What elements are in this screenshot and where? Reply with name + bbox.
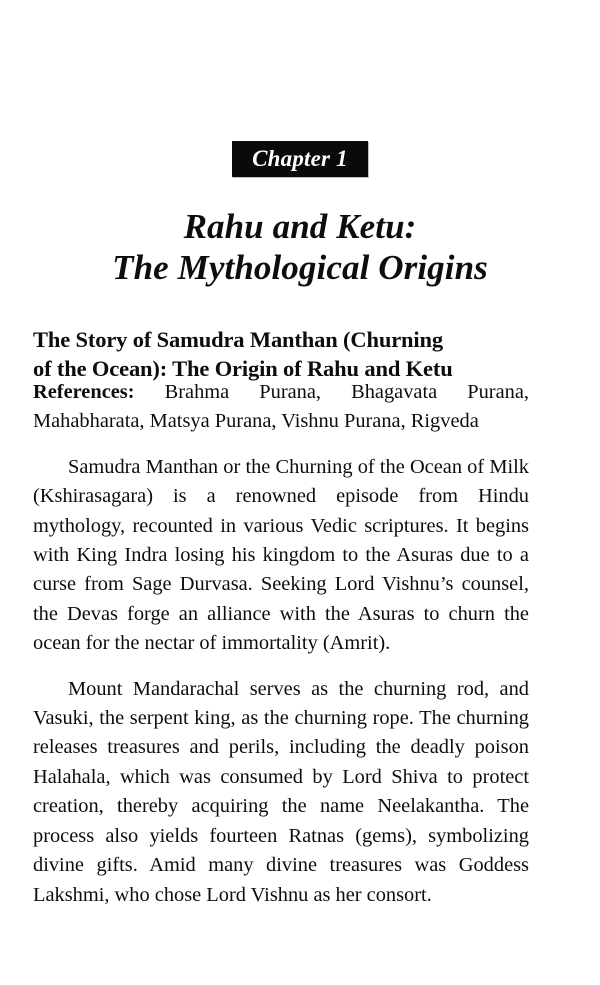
chapter-title-line-2: The Mythological Origins	[112, 248, 488, 288]
references-paragraph	[33, 378, 529, 437]
body-paragraph-1: Samudra Manthan or the Churning of the Ocean of Milk (Kshirasagara) is a renowned episode from Hindu mythology, recounted in various Vedic scriptures. It begins with King Indra losing his kingdom to the Asuras due to a curse from Sage Durvasa. Seeking Lord Vishnu’s counsel, the Devas forge an alliance with the Asuras to churn the ocean for the nectar of immortality (Amrit).	[33, 455, 529, 655]
body-paragraph-2: Mount Mandarachal serves as the churning rod, and Vasuki, the serpent king, as the churning rope. The churning releases treasures and perils, including the deadly poison Halahala, which was consumed by Lord Shiva to protect creation, thereby acquiring the name Neelakantha. The process also yields fourteen Ratnas (gems), symbolizing divine gifts. Amid many divine treasures was Goddess Lakshmi, who chose Lord Vishnu as her consort.	[33, 677, 529, 906]
chapter-number-badge: Chapter 1	[232, 141, 368, 177]
chapter-badge-container	[0, 141, 600, 177]
section-heading-line-1: The Story of Samudra Manthan (Churning	[33, 326, 443, 352]
section-heading	[33, 325, 530, 383]
references-label: References:	[33, 381, 135, 403]
chapter-title	[40, 206, 560, 288]
section-heading-line-2: of the Ocean): The Origin of Rahu and Ketu	[33, 355, 453, 381]
references-list: Brahma Purana, Bhagavata Purana, Mahabharata, Matsya Purana, Vishnu Purana, Rigveda	[33, 381, 529, 433]
body-text	[33, 378, 529, 910]
chapter-title-line-1: Rahu and Ketu:	[183, 207, 417, 247]
